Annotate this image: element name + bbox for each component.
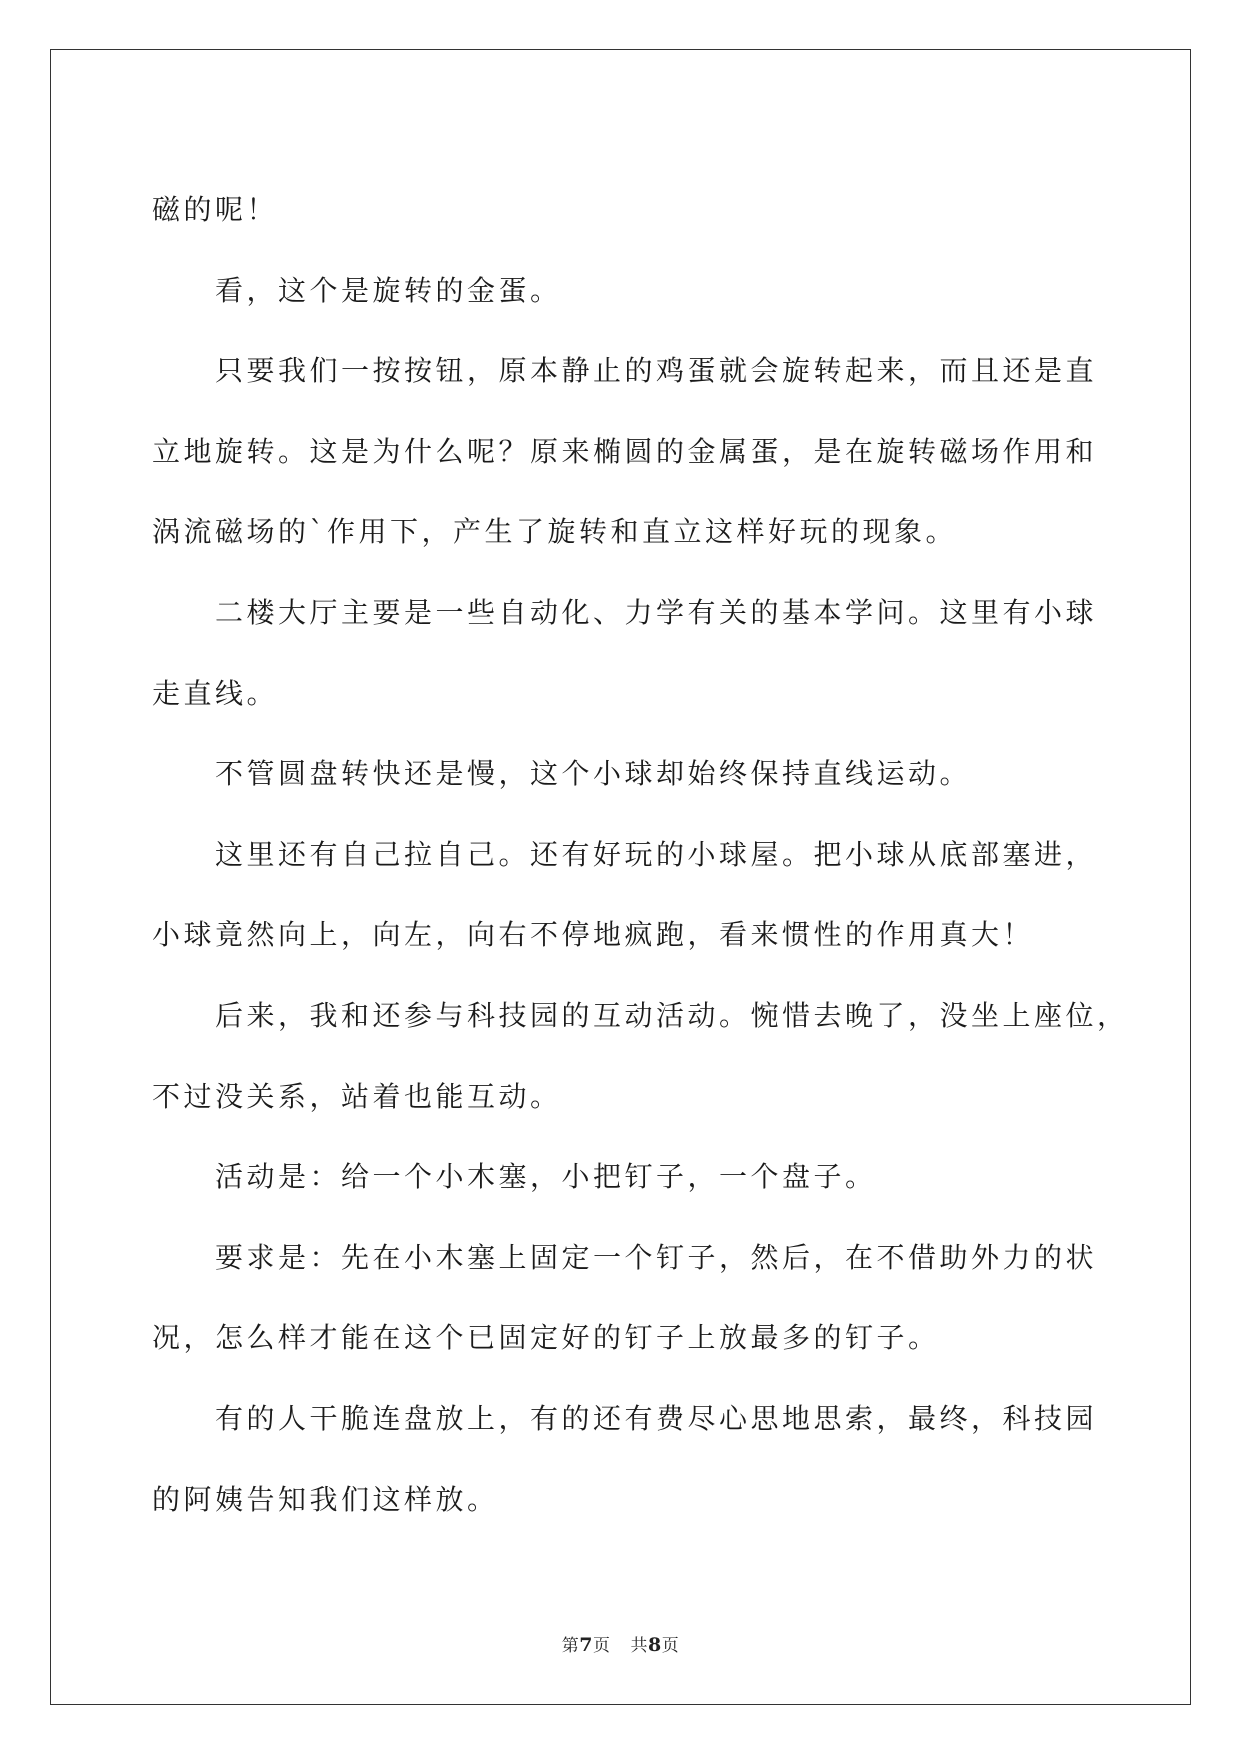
text-line: 这里还有自己拉自己。还有好玩的小球屋。把小球从底部塞进，	[215, 837, 1098, 871]
text-line: 二楼大厅主要是一些自动化、力学有关的基本学问。这里有小球	[215, 595, 1098, 629]
text-line: 涡流磁场的`作用下，产生了旋转和直立这样好玩的现象。	[152, 515, 958, 549]
text-line: 走直线。	[152, 676, 279, 710]
text-line: 不过没关系，站着也能互动。	[152, 1079, 562, 1113]
text-line: 要求是：先在小木塞上固定一个钉子，然后，在不借助外力的状	[215, 1240, 1098, 1274]
text-line: 的阿姨告知我们这样放。	[152, 1482, 499, 1516]
text-line: 有的人干脆连盘放上，有的还有费尽心思地思索，最终，科技园	[215, 1401, 1098, 1435]
document-body	[152, 170, 1129, 1540]
page-total: 共8页	[630, 1634, 680, 1656]
text-line: 后来，我和还参与科技园的互动活动。惋惜去晚了，没坐上座位，	[215, 998, 1129, 1032]
text-line: 不管圆盘转快还是慢，这个小球却始终保持直线运动。	[215, 757, 972, 791]
text-line: 立地旋转。这是为什么呢？原来椭圆的金属蛋，是在旋转磁场作用和	[152, 434, 1098, 468]
text-line: 看，这个是旋转的金蛋。	[215, 273, 562, 307]
text-line: 小球竟然向上，向左，向右不停地疯跑，看来惯性的作用真大！	[152, 918, 1035, 952]
page-footer	[0, 1631, 1241, 1656]
text-line: 活动是：给一个小木塞，小把钉子，一个盘子。	[215, 1160, 877, 1194]
text-line: 况，怎么样才能在这个已固定好的钉子上放最多的钉子。	[152, 1321, 940, 1355]
page-number: 第7页	[561, 1634, 611, 1656]
text-line: 只要我们一按按钮，原本静止的鸡蛋就会旋转起来，而且还是直	[215, 354, 1098, 388]
text-line: 磁的呢！	[152, 193, 279, 226]
